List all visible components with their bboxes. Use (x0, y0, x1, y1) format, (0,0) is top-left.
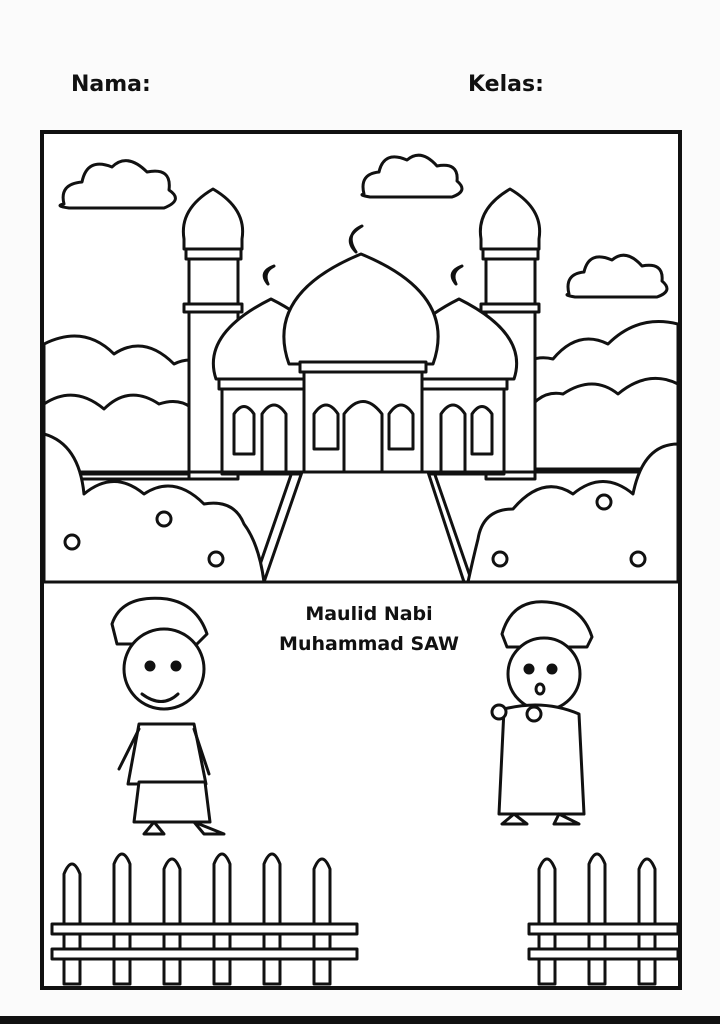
cloud-illustration (362, 155, 462, 197)
coloring-frame (40, 130, 682, 990)
title-line-2: Muhammad SAW (279, 633, 459, 655)
bottom-edge (0, 1016, 720, 1024)
boy-illustration (112, 598, 224, 834)
class-label: Kelas: (468, 72, 544, 97)
fence-illustration (52, 854, 678, 984)
mosque-illustration (183, 189, 539, 479)
title-text (264, 599, 474, 659)
name-label: Nama: (71, 72, 151, 97)
cloud-illustration (60, 161, 175, 208)
boy-illustration (492, 602, 592, 824)
cloud-illustration (567, 255, 667, 297)
title-line-1: Maulid Nabi (305, 603, 433, 625)
